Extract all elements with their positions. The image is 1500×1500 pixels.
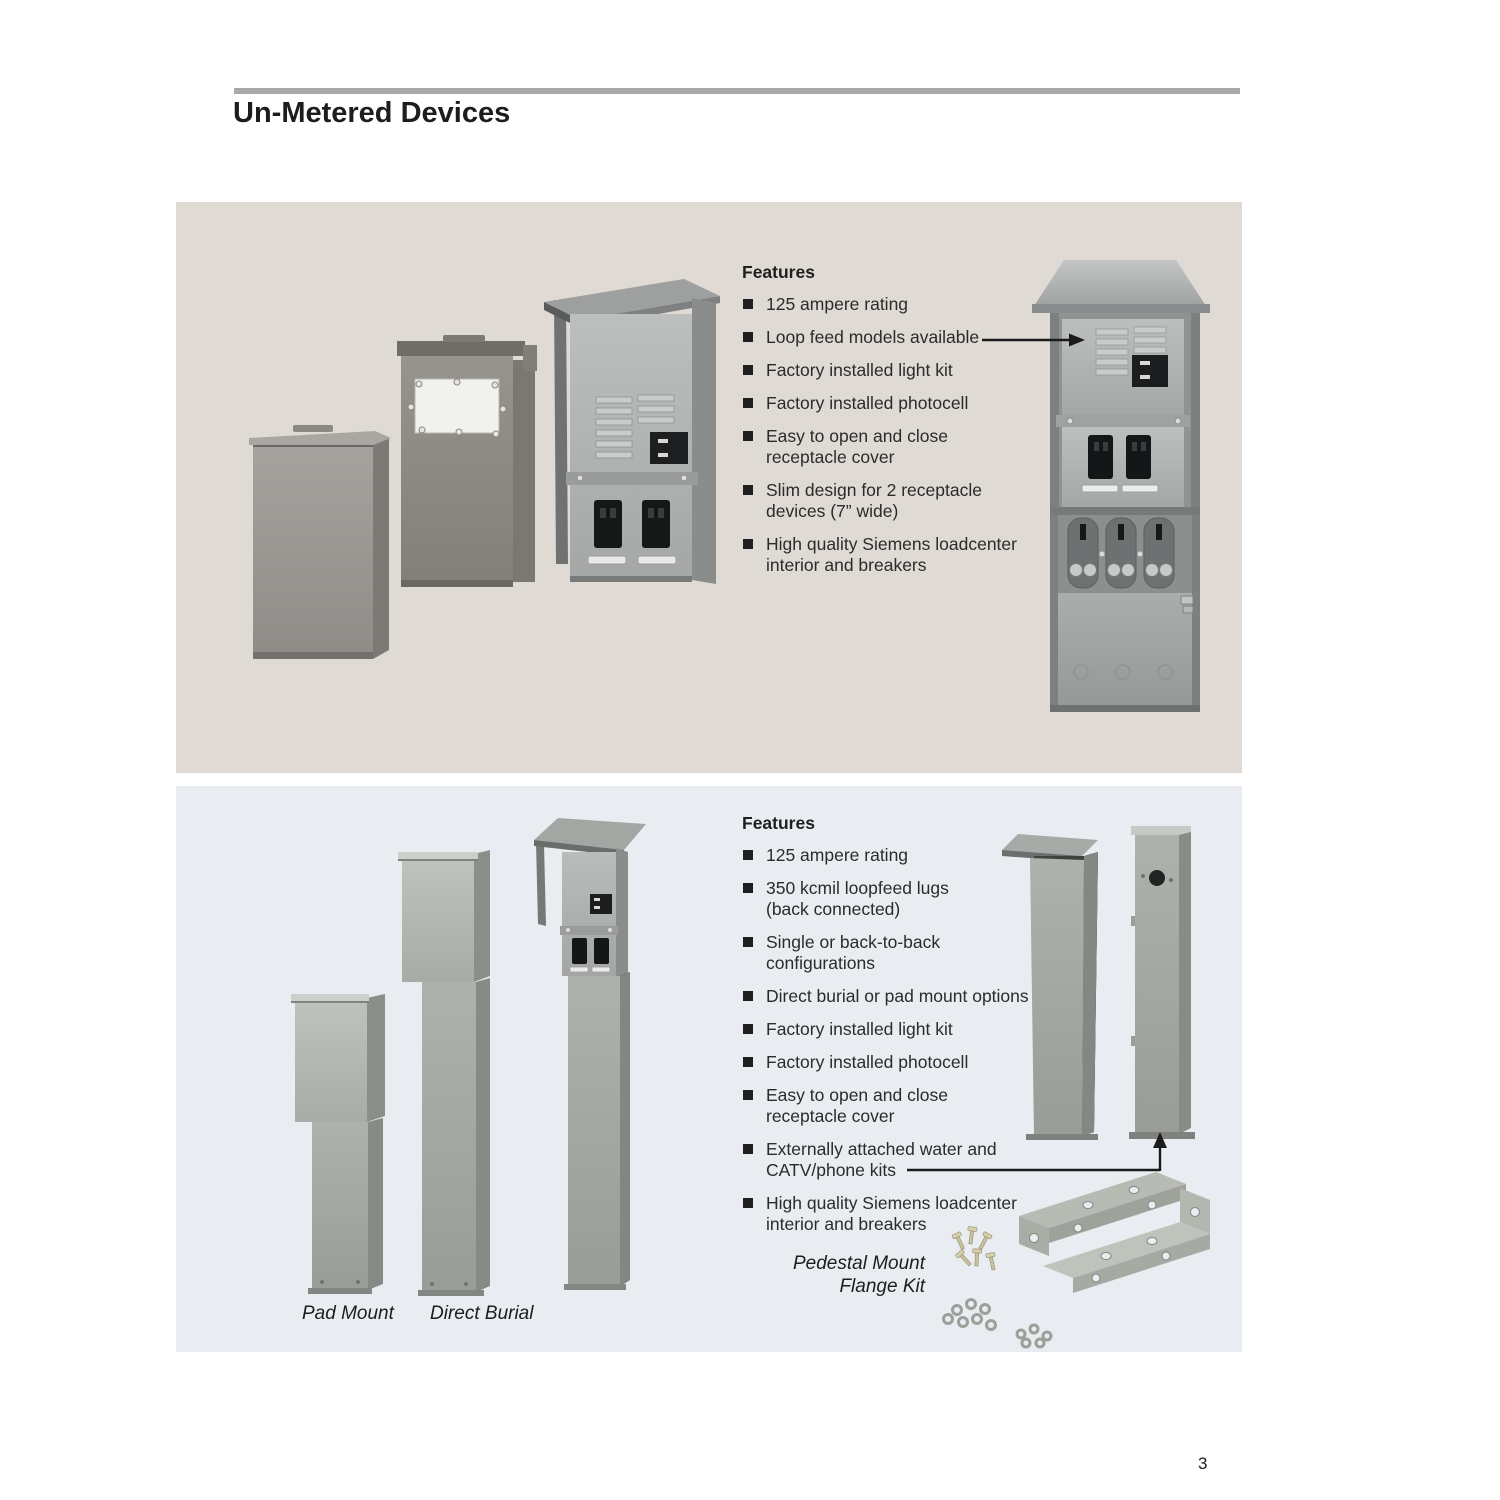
- feature-item: Factory installed light kit: [742, 1019, 1042, 1040]
- feature-item: High quality Siemens loadcenter interior and breakers: [742, 1193, 1042, 1235]
- product-pedestal-canopy-photo: [534, 818, 646, 1290]
- bullet-square-icon: [743, 398, 753, 408]
- bullet-square-icon: [743, 1090, 753, 1100]
- product-closed-cabinet-photo: [249, 425, 391, 659]
- bullet-square-icon: [743, 485, 753, 495]
- feature-item: Factory installed light kit: [742, 360, 1042, 381]
- bullet-square-icon: [743, 1198, 753, 1208]
- bullet-square-icon: [743, 1024, 753, 1034]
- feature-item: Factory installed photocell: [742, 393, 1042, 414]
- feature-item: High quality Siemens loadcenter interior and breakers: [742, 534, 1042, 576]
- feature-item: 350 kcmil loopfeed lugs (back connected): [742, 878, 1042, 920]
- feature-item: Easy to open and close receptacle cover: [742, 426, 1042, 468]
- product-cabinet-label-panel-photo: [397, 335, 537, 587]
- features-heading: Features: [742, 813, 815, 833]
- product-open-unit-canopy-photo: [544, 279, 720, 584]
- caption-pad-mount: Pad Mount: [302, 1303, 394, 1324]
- features-heading: Features: [742, 262, 815, 282]
- bullet-square-icon: [743, 1057, 753, 1067]
- features-list: [742, 294, 1042, 576]
- feature-item: Loop feed models available: [742, 327, 1042, 348]
- caption-flange-kit: Pedestal Mount Flange Kit: [792, 1253, 925, 1297]
- feature-item: 125 ampere rating: [742, 294, 1042, 315]
- bullet-square-icon: [743, 431, 753, 441]
- feature-item: Slim design for 2 receptacle devices (7” wide): [742, 480, 1042, 522]
- bottom-product-photos: [176, 786, 1242, 1352]
- bullet-square-icon: [743, 937, 753, 947]
- features-block-top: [742, 262, 1042, 588]
- bullet-square-icon: [743, 1144, 753, 1154]
- page-title: Un-Metered Devices: [233, 97, 511, 129]
- bullet-square-icon: [743, 332, 753, 342]
- feature-item: Easy to open and close receptacle cover: [742, 1085, 1042, 1127]
- bullet-square-icon: [743, 850, 753, 860]
- bullet-square-icon: [743, 299, 753, 309]
- section-unmetered-pedestal: [176, 786, 1242, 1352]
- bullet-square-icon: [743, 365, 753, 375]
- features-block-bottom: [742, 813, 1042, 1247]
- feature-item: Factory installed photocell: [742, 1052, 1042, 1073]
- product-pedestal-loopfeed-photo: [1032, 260, 1210, 712]
- bullet-square-icon: [743, 883, 753, 893]
- feature-item: 125 ampere rating: [742, 845, 1042, 866]
- feature-item: Externally attached water and CATV/phone kits: [742, 1139, 1042, 1181]
- feature-item: Direct burial or pad mount options: [742, 986, 1042, 1007]
- caption-direct-burial: Direct Burial: [430, 1303, 534, 1324]
- product-pad-mount-photo: [291, 994, 385, 1294]
- flange-kit-washers: [944, 1300, 1052, 1348]
- product-direct-burial-photo: [398, 850, 490, 1296]
- bullet-square-icon: [743, 991, 753, 1001]
- product-catv-kit-closed-photo: [1129, 826, 1195, 1139]
- features-list: [742, 845, 1042, 1235]
- title-rule: [234, 88, 1240, 94]
- page-number: 3: [1198, 1454, 1208, 1473]
- bullet-square-icon: [743, 539, 753, 549]
- feature-item: Single or back-to-back configurations: [742, 932, 1042, 974]
- top-product-photos: [176, 202, 1242, 773]
- section-unmetered-surface: [176, 202, 1242, 773]
